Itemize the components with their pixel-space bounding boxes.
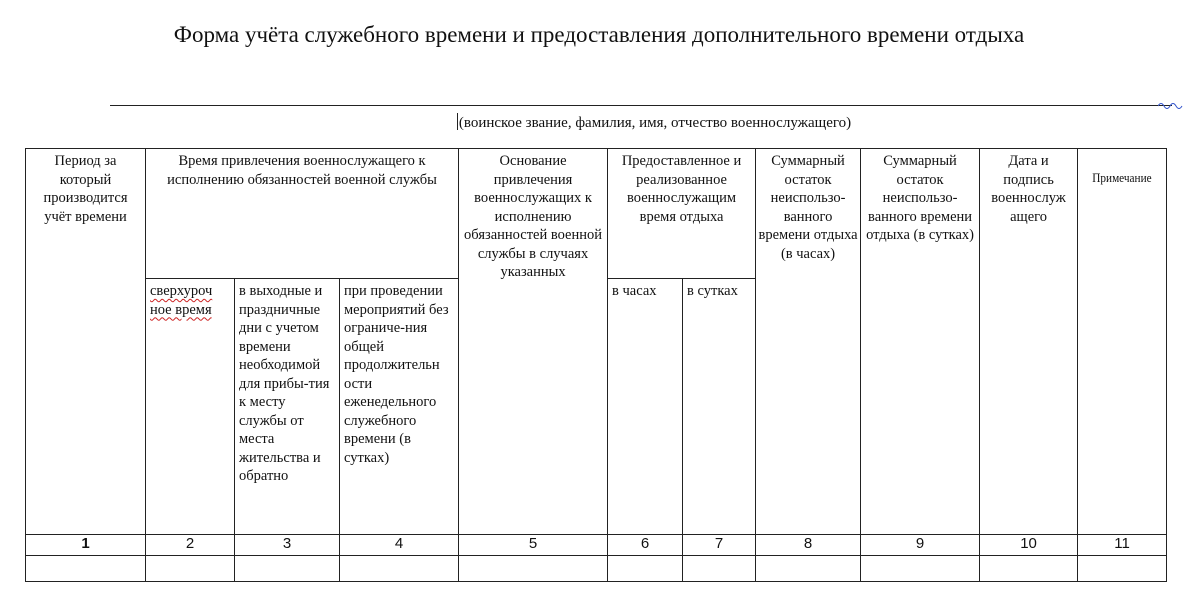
header-remaining-days <box>861 149 980 535</box>
empty-cell <box>980 556 1078 582</box>
header-remaining-days-text: Суммарный остаток неиспользо-ванного времени отдыха (в сутках) <box>866 153 974 243</box>
subheader-events: при проведении мероприятий без ограниче-ния общей продолжительн ости еженедельного служебного времени (в сутках) <box>340 279 459 535</box>
form-title: Форма учёта служебного времени и предоставления дополнительного времени отдыха <box>173 22 1025 47</box>
subheader-days: в сутках <box>683 279 756 535</box>
empty-data-row <box>26 556 1167 582</box>
column-number: 10 <box>980 535 1078 556</box>
column-number: 4 <box>340 535 459 556</box>
empty-cell <box>146 556 235 582</box>
header-period: Период за который производится учёт времени <box>26 149 146 535</box>
subheader-overtime: сверхуроч ное время <box>146 279 235 535</box>
header-remaining-hours <box>756 149 861 535</box>
header-date-signature: Дата и подпись военнослуж ащего <box>980 149 1078 535</box>
empty-cell <box>459 556 608 582</box>
column-number: 11 <box>1078 535 1167 556</box>
column-number: 5 <box>459 535 608 556</box>
subheader-hours: в часах <box>608 279 683 535</box>
header-engagement-time: Время привлечения военнослужащего к исполнению обязанностей военной службы <box>146 149 459 279</box>
header-row-1 <box>26 149 1167 279</box>
empty-cell <box>340 556 459 582</box>
header-note-text: Примечание <box>1092 171 1152 185</box>
column-number: 3 <box>235 535 340 556</box>
header-note <box>1078 149 1167 535</box>
text-cursor <box>457 113 458 130</box>
subheader-weekends: в выходные и праздничные дни с учетом времени необходимой для прибы-тия к месту службы от места жительства и обратно <box>235 279 340 535</box>
spellcheck-mark <box>1158 100 1186 110</box>
empty-cell <box>235 556 340 582</box>
column-number-row <box>26 535 1167 556</box>
header-rest-provided: Предоставленное и реализованное военнослужащим время отдыха <box>608 149 756 279</box>
column-number: 1 <box>26 535 146 556</box>
header-basis <box>459 149 608 535</box>
empty-cell <box>861 556 980 582</box>
empty-cell <box>1078 556 1167 582</box>
column-number: 9 <box>861 535 980 556</box>
signature-line <box>110 105 1172 106</box>
empty-cell <box>756 556 861 582</box>
signature-caption: (воинское звание, фамилия, имя, отчество военнослужащего) <box>458 115 852 131</box>
column-number: 6 <box>608 535 683 556</box>
column-number: 8 <box>756 535 861 556</box>
empty-cell <box>683 556 756 582</box>
empty-cell <box>26 556 146 582</box>
header-remaining-hours-text: Суммарный остаток неиспользо-ванного времени отдыха (в часах) <box>758 153 858 262</box>
empty-cell <box>608 556 683 582</box>
column-number: 2 <box>146 535 235 556</box>
time-record-table <box>25 148 1167 582</box>
column-number: 7 <box>683 535 756 556</box>
header-basis-text: Основание привлечения военнослужащих к исполнению обязанностей военной службы в случаях указанных <box>464 153 603 279</box>
